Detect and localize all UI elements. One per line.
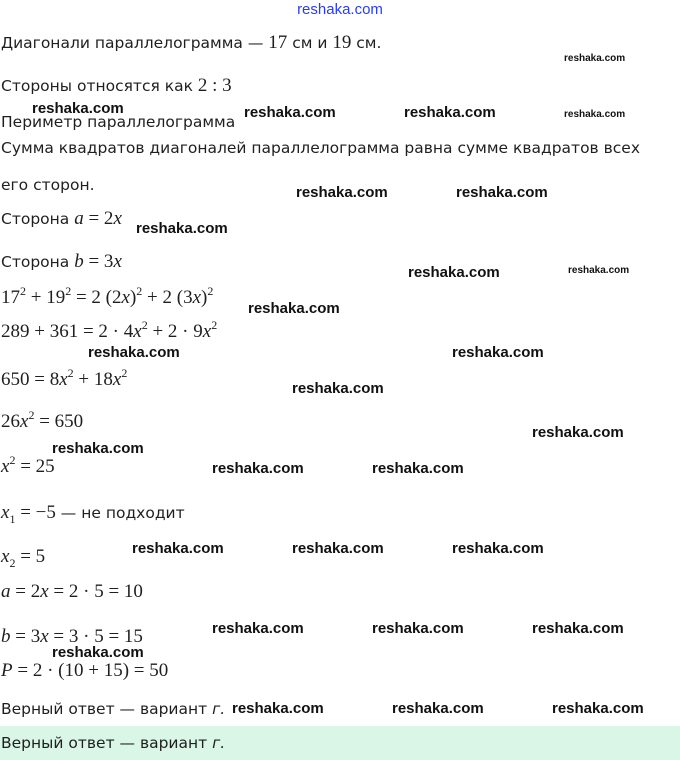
unit-a: см и — [287, 34, 333, 52]
answer-text: Верный ответ — вариант — [1, 700, 213, 718]
watermark: reshaka.com — [372, 620, 464, 637]
root-1-note: — не подходит — [55, 504, 185, 522]
watermark: reshaka.com — [88, 344, 180, 361]
watermark: reshaka.com — [292, 540, 384, 557]
unit-b: см. — [351, 34, 382, 52]
side-b-line — [1, 252, 122, 272]
watermark: reshaka.com — [532, 424, 624, 441]
side-a-value: a = 2x = 2 · 5 = 10 — [1, 581, 143, 602]
side-b-label: Сторона — [1, 253, 75, 271]
answer-box — [0, 726, 680, 760]
rule-line-1: Сумма квадратов диагоналей параллелограмма равна сумме квадратов всех — [1, 139, 640, 157]
site-link[interactable]: reshaka.com — [297, 1, 383, 18]
answer-box-text: Верный ответ — вариант — [1, 734, 213, 752]
watermark: reshaka.com — [452, 344, 544, 361]
answer-line — [1, 699, 225, 719]
side-a-math: a = 2x — [74, 208, 122, 229]
watermark: reshaka.com — [564, 109, 626, 120]
watermark: reshaka.com — [232, 700, 324, 717]
watermark: reshaka.com — [248, 300, 340, 317]
side-b-math: b = 3x — [74, 251, 122, 272]
ratio-b: 3 — [222, 75, 232, 96]
answer-box-variant: г. — [212, 734, 226, 752]
ratio-line — [1, 76, 232, 96]
watermark: reshaka.com — [404, 104, 496, 121]
diag-b: 19 — [332, 32, 352, 53]
watermark: reshaka.com — [32, 100, 124, 117]
ratio-colon: : — [207, 75, 223, 96]
watermark: reshaka.com — [532, 620, 624, 637]
watermark: reshaka.com — [132, 540, 224, 557]
diagonals-line — [1, 33, 381, 53]
watermark: reshaka.com — [392, 700, 484, 717]
root-1-line — [1, 502, 185, 526]
ratio-a: 2 — [197, 75, 208, 96]
equation-3: $650 = 8x^2 + 18x^2$ — [1, 366, 128, 390]
watermark: reshaka.com — [408, 264, 500, 281]
watermark: reshaka.com — [244, 104, 336, 121]
diag-a: 17 — [268, 32, 288, 53]
watermark: reshaka.com — [52, 440, 144, 457]
watermark: reshaka.com — [52, 644, 144, 661]
root-2: $x_2 = 5$ — [1, 546, 46, 570]
watermark: reshaka.com — [456, 184, 548, 201]
perimeter-heading: Периметр параллелограмма — [1, 113, 236, 131]
diagonals-text: Диагонали параллелограмма — — [1, 34, 269, 52]
watermark: reshaka.com — [296, 184, 388, 201]
rule-line-2: его сторон. — [1, 176, 95, 194]
watermark: reshaka.com — [212, 620, 304, 637]
watermark: reshaka.com — [568, 265, 630, 276]
side-b-value: b = 3x = 3 · 5 = 15 — [1, 626, 143, 647]
watermark: reshaka.com — [136, 220, 228, 237]
root-1-math: $x_1 = -5$ — [1, 502, 56, 526]
ratio-text: Стороны относятся как — [1, 77, 198, 95]
answer-variant: г. — [212, 700, 226, 718]
equation-5: $x^2 = 25$ — [1, 453, 55, 477]
equation-2: $289 + 361 = 2 \cdot 4x^2 + 2 \cdot 9x^2$ — [1, 318, 218, 342]
watermark: reshaka.com — [564, 53, 626, 64]
watermark: reshaka.com — [552, 700, 644, 717]
side-a-label: Сторона — [1, 210, 75, 228]
watermark: reshaka.com — [452, 540, 544, 557]
watermark: reshaka.com — [372, 460, 464, 477]
side-a-line — [1, 209, 122, 229]
perimeter-value: P = 2 · (10 + 15) = 50 — [1, 660, 169, 681]
equation-1: $17^2 + 19^2 = 2$ $(2x)^2 + 2$ $(3x)^2$ — [1, 284, 214, 308]
equation-4: $26x^2 = 650$ — [1, 408, 84, 432]
watermark: reshaka.com — [212, 460, 304, 477]
watermark: reshaka.com — [292, 380, 384, 397]
